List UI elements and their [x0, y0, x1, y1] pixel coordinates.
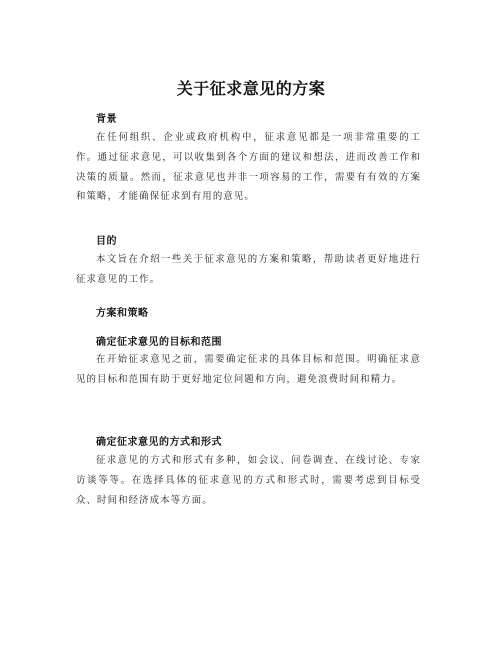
section-heading-purpose: 目的 [96, 236, 117, 247]
document-title: 关于征求意见的方案 [176, 79, 326, 98]
section-paragraph-background: 在任何组织、企业或政府机构中，征求意见都是一项非常重要的工作。通过征求意见，可以收集到各个方面的建议和想法，进而改善工作和决策的质量。然而，征求意见也并非一项容易的工作，需要有有效的方案和策略，才能确保征求到有用的意见。 [76, 132, 421, 203]
section-heading-methods-forms: 确定征求意见的方式和形式 [96, 437, 222, 448]
section-heading-background: 背景 [96, 114, 117, 125]
section-paragraph-goals-scope: 在开始征求意见之前，需要确定征求的具体目标和范围。明确征求意见的目标和范围有助于更好地定位问题和方向，避免浪费时间和精力。 [76, 354, 421, 385]
section-paragraph-methods-forms: 征求意见的方式和形式有多种，如会议、问卷调查、在线讨论、专家访谈等等。在选择具体的征求意见的方式和形式时，需要考虑到目标受众、时间和经济成本等方面。 [76, 455, 421, 506]
section-heading-plans: 方案和策略 [96, 308, 149, 319]
section-paragraph-purpose: 本文旨在介绍一些关于征求意见的方案和策略，帮助读者更好地进行征求意见的工作。 [76, 254, 421, 285]
section-heading-goals-scope: 确定征求意见的目标和范围 [96, 337, 222, 348]
